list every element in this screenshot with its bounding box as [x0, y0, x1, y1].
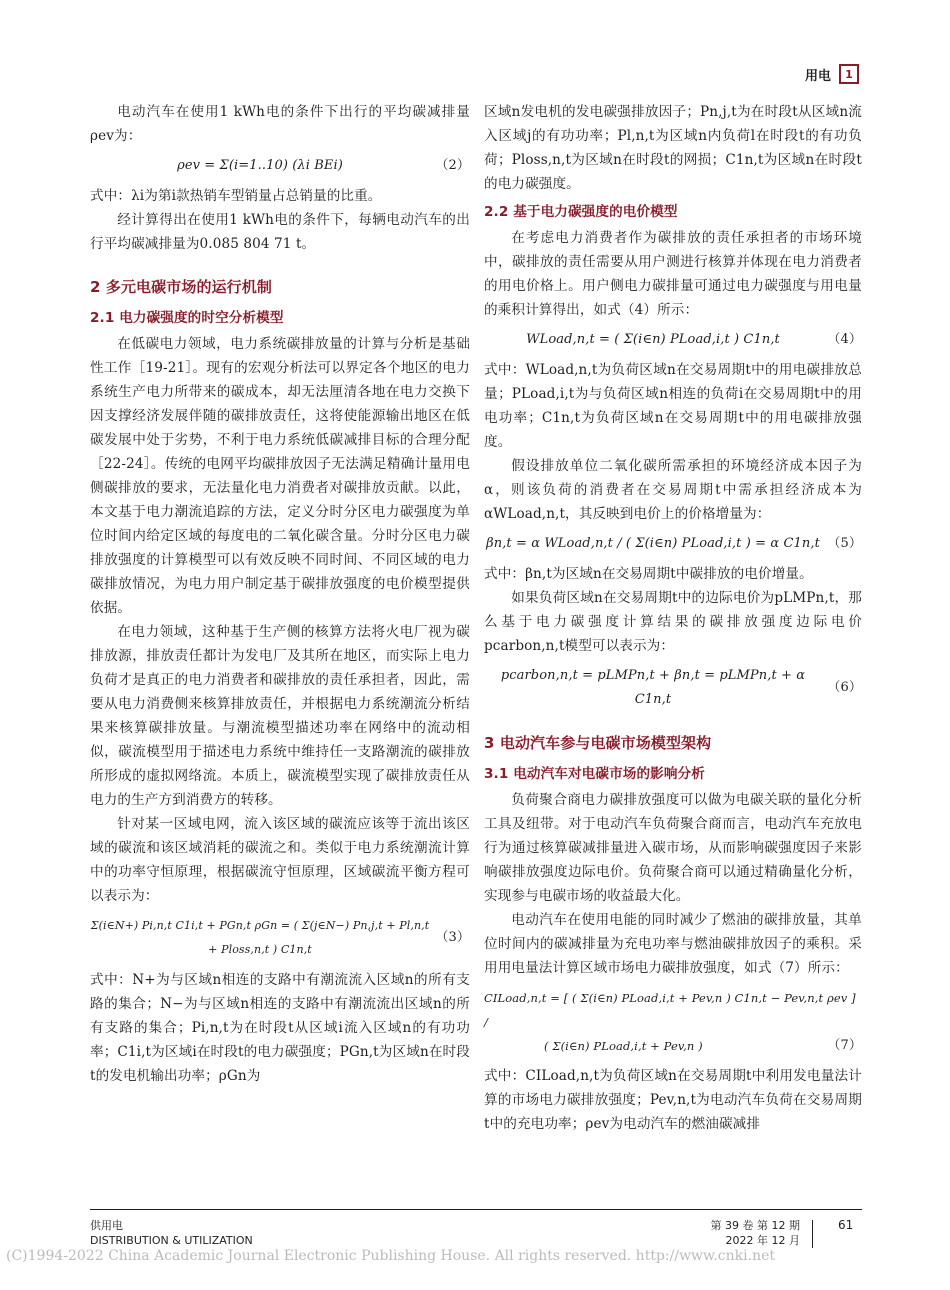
subsection-heading: 2.1 电力碳强度的时空分析模型 [90, 310, 284, 326]
equation-7 [484, 986, 862, 1058]
running-header [805, 64, 859, 84]
section-heading: 2 多元电碳市场的运行机制 [90, 278, 272, 296]
equation-4 [484, 328, 862, 352]
paragraph: 如果负荷区域n在交易周期t中的边际电价为pLMPn,t，那么基于电力碳强度计算结果的碳排放强度边际电价pcarbon,n,t模型可以表示为： [484, 590, 862, 654]
equation-body: WLoad,n,t = ( Σ(i∈n) PLoad,i,t ) C1n,t [526, 332, 780, 347]
section-label: 用电 [804, 68, 831, 84]
equation-number: （2） [435, 158, 470, 173]
paragraph: 电动汽车在使用1 kWh电的条件下出行的平均碳减排量ρev为： [90, 104, 470, 144]
equation-line2 [484, 1034, 862, 1058]
issue-date: 2022 年 12 月 [725, 1234, 800, 1247]
equation-3 [90, 914, 470, 962]
equation-body: Σ(i∈N+) Pi,n,t C1i,t + PGn,t ρGn = ( Σ(j∈N−) Pn,j,t + Pl,n,t + Ploss,n,t ) C1n,t [90, 919, 430, 956]
paragraph: 在电力领域，这种基于生产侧的核算方法将火电厂视为碳排放源，排放责任都计为发电厂及其所在地区，而实际上电力负荷才是真正的电力消费者和碳排放的责任承担者，因此，需要从电力消费侧来核算排放责任，并根据电力系统潮流分析结果来核算碳排放量。与潮流模型描述功率在网络中的流动相似，碳流模型用于描述电力系统中维持任一支路潮流的碳排放所形成的虚拟网络流。本质上，碳流模型实现了碳排放责任从电力的生产方到消费方的转移。 [90, 624, 470, 808]
paragraph: 式中：λi为第i款热销车型销量占总销量的比重。 [90, 188, 382, 204]
subsection-heading: 2.2 基于电力碳强度的电价模型 [484, 204, 678, 220]
equation-body: βn,t = α WLoad,n,t / ( Σ(i∈n) PLoad,i,t ) = α C1n,t [486, 536, 820, 551]
copyright-watermark: (C)1994-2022 China Academic Journal Electronic Publishing House. All rights reserved. http://www.cnki.net [6, 1248, 776, 1264]
paragraph: 区域n发电机的发电碳强排放因子；Pn,j,t为在时段t从区域n流入区域j的有功功率；Pl,n,t为区域n内负荷l在时段t的有功负荷；Ploss,n,t为区域n在时段t的网损；C1n,t为区域n在时段t的电力碳强度。 [484, 104, 862, 192]
footer-journal [90, 1218, 253, 1248]
equation-2 [90, 154, 470, 178]
left-column [90, 100, 470, 1088]
paragraph: 式中：CILoad,n,t为负荷区域n在交易周期t中利用发电量法计算的市场电力碳排放强度；Pev,n,t为电动汽车负荷在交易周期t中的充电功率；ρev为电动汽车的燃油碳减排 [484, 1068, 862, 1132]
page-number: 61 [838, 1218, 854, 1232]
paragraph: 在考虑电力消费者作为碳排放的责任承担者的市场环境中，碳排放的责任需要从用户测进行核算并体现在电力消费者的用电价格上。用户侧电力碳排量可通过电力碳强度与用电量的乘积计算得出，如式（4）所示： [484, 230, 862, 318]
volume-issue: 第 39 卷 第 12 期 [710, 1219, 800, 1232]
right-column [484, 100, 862, 1136]
equation-body-line2: ( Σ(i∈n) PLoad,i,t + Pev,n ) [544, 1039, 703, 1053]
footer-issue [711, 1218, 800, 1248]
paragraph: 式中：WLoad,n,t为负荷区域n在交易周期t中的用电碳排放总量；PLoad,i,t为与负荷区域n相连的负荷i在交易周期t中的用电功率；C1n,t为负荷区域n在交易周期t中的用电碳排放强度。 [484, 362, 862, 450]
footer-rule [90, 1209, 862, 1210]
equation-6 [484, 664, 862, 712]
paragraph: 电动汽车在使用电能的同时减少了燃油的碳排放量，其单位时间内的碳减排量为充电功率与燃油碳排放因子的乘积。采用用电量法计算区域市场电力碳排放强度，如式（7）所示： [484, 912, 862, 976]
equation-number: （6） [827, 680, 862, 695]
journal-name-cn: 供用电 [90, 1219, 123, 1232]
paragraph: 假设排放单位二氧化碳所需承担的环境经济成本因子为α，则该负荷的消费者在交易周期t中需承担经济成本为αWLoad,n,t，其反映到电价上的价格增量为： [484, 458, 862, 522]
equation-number: （7） [827, 1038, 862, 1053]
equation-number: （4） [827, 332, 862, 347]
subsection-heading: 3.1 电动汽车对电碳市场的影响分析 [484, 766, 705, 782]
equation-body: pcarbon,n,t = pLMPn,t + βn,t = pLMPn,t + α C1n,t [500, 668, 806, 707]
footer-divider [812, 1220, 813, 1248]
equation-body: ρev = Σ(i=1..10) (λi BEi) [177, 158, 343, 173]
paragraph: 式中：N+为与区域n相连的支路中有潮流流入区域n的所有支路的集合；N−为与区域n相连的支路中有潮流流出区域n的所有支路的集合；Pi,n,t为在时段t从区域i流入区域n的有功功率；C1i,t为区域i在时段t的电力碳强度；PGn,t为区域n在时段t的发电机输出功率；ρGn为 [90, 972, 470, 1084]
paragraph: 经计算得出在使用1 kWh电的条件下，每辆电动汽车的出行平均碳减排量为0.085 804 71 t。 [90, 212, 470, 252]
paragraph: 式中：βn,t为区域n在交易周期t中碳排放的电价增量。 [484, 566, 813, 582]
equation-5 [484, 532, 862, 556]
paragraph: 负荷聚合商电力碳排放强度可以做为电碳关联的量化分析工具及纽带。对于电动汽车负荷聚合商而言，电动汽车充放电行为通过核算碳减排量进入碳市场，从而影响碳强度因子来影响碳排放强度边际电价。负荷聚合商可以通过精确量化分析，实现参与电碳市场的收益最大化。 [484, 792, 862, 904]
paragraph: 针对某一区域电网，流入该区域的碳流应该等于流出该区域的碳流和该区域消耗的碳流之和。类似于电力系统潮流计算中的功率守恒原理，根据碳流守恒原理，区域碳流平衡方程可以表示为： [90, 816, 470, 904]
section-heading: 3 电动汽车参与电碳市场模型架构 [484, 734, 712, 752]
equation-number: （3） [435, 930, 470, 945]
section-number-box: 1 [839, 64, 859, 84]
journal-name-en: DISTRIBUTION & UTILIZATION [90, 1234, 253, 1247]
paragraph: 在低碳电力领域，电力系统碳排放量的计算与分析是基础性工作［19-21］。现有的宏观分析法可以界定各个地区的电力系统生产电力所带来的碳成本，却无法厘清各地在电力交换下因支撑经济发展伴随的碳排放责任，这将使能源输出地区在低碳发展中处于劣势，不利于电力系统低碳减排目标的合理分配［22-24］。传统的电网平均碳排放因子无法满足精确计量用电侧碳排放的要求，无法量化电力消费者对碳排放贡献。以此，本文基于电力潮流追踪的方法，定义分时分区电力碳强度为单位时间内给定区域的每度电的二氧化碳含量。分时分区电力碳排放强度的计算模型可以有效反映不同时间、不同区域的电力碳排放情况，为电力用户制定基于碳排放强度的电价模型提供依据。 [90, 336, 470, 616]
equation-number: （5） [827, 536, 862, 551]
equation-body-line1: CILoad,n,t = [ ( Σ(i∈n) PLoad,i,t + Pev,n ) C1n,t − Pev,n,t ρev ] / [484, 991, 856, 1029]
